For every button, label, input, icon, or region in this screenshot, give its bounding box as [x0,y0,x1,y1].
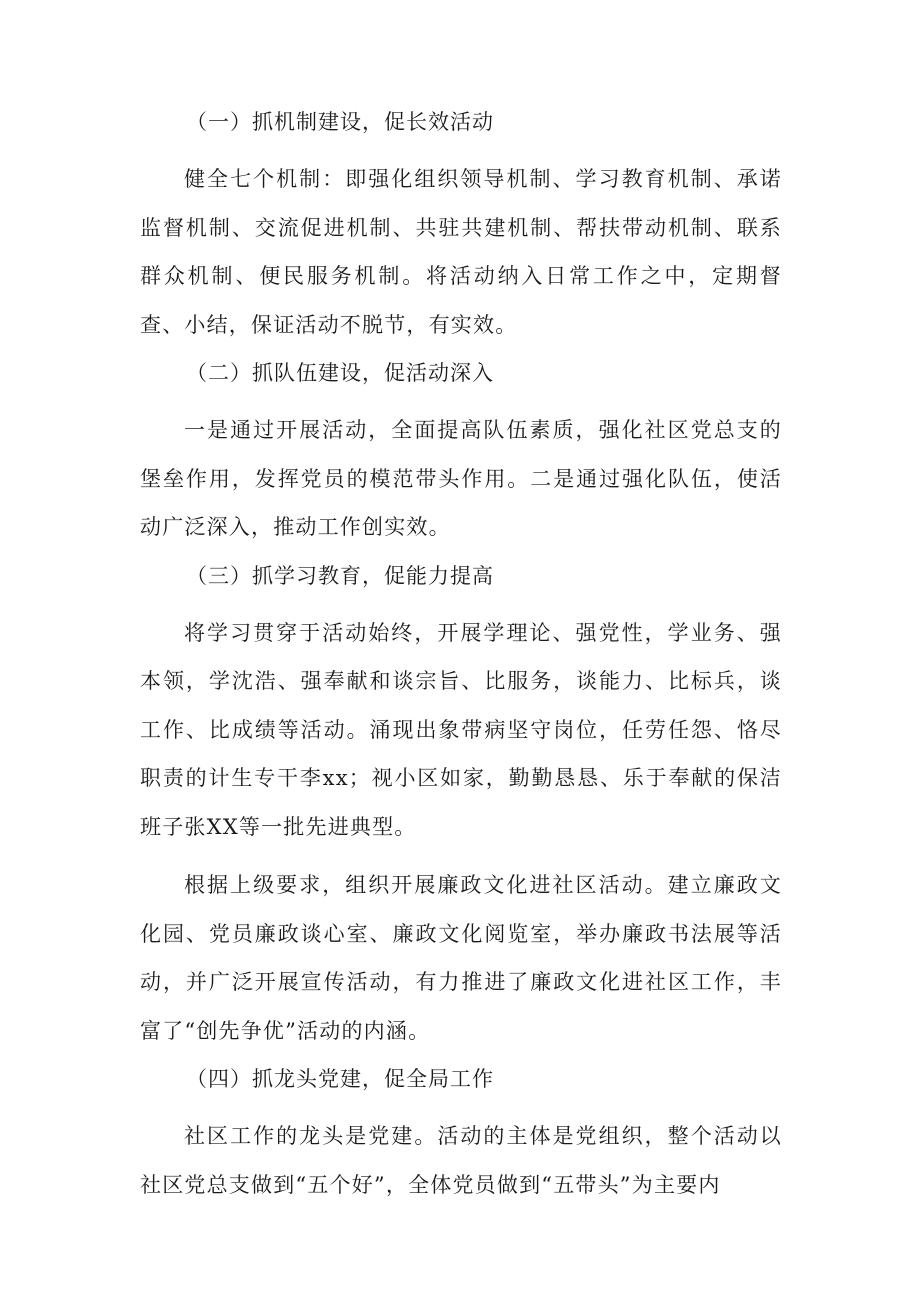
section-heading-4: （四）抓龙头党建，促全局工作 [186,1067,494,1091]
paragraph-study-education: 将学习贯穿于活动始终，开展学理论、强党性，学业务、强本领，学沈浩、强奉献和谈宗旨、比服务，谈能力、比标兵，谈工作、比成绩等活动。涌现出象带病坚守岗位，任劳任怨、恪尽职责的计生专干李xx；视小区如家，勤勤恳恳、乐于奉献的保洁班子张XX等一批先进典型。 [140,620,782,839]
paragraph-party-building: 社区工作的龙头是党建。活动的主体是党组织，整个活动以社区党总支做到“五个好”，全体党员做到“五带头”为主要内 [140,1124,782,1197]
section-heading-1: （一）抓机制建设，促长效活动 [186,110,494,134]
section-heading-3: （三）抓学习教育，促能力提高 [186,563,494,588]
paragraph-mechanisms: 健全七个机制：即强化组织领导机制、学习教育机制、承诺监督机制、交流促进机制、共驻共建机制、帮扶带动机制、联系群众机制、便民服务机制。将活动纳入日常工作之中，定期督查、小结，保证活动不脱节，有实效。 [140,167,782,337]
paragraph-team-building: 一是通过开展活动，全面提高队伍素质，强化社区党总支的堡垒作用，发挥党员的模范带头作用。二是通过强化队伍，使活动广泛深入，推动工作创实效。 [140,418,782,539]
section-heading-2: （二）抓队伍建设，促活动深入 [186,361,494,385]
paragraph-clean-government: 根据上级要求，组织开展廉政文化进社区活动。建立廉政文化园、党员廉政谈心室、廉政文化阅览室，举办廉政书法展等活动，并广泛开展宣传活动，有力推进了廉政文化进社区工作，丰富了“创先争优”活动的内涵。 [140,873,782,1043]
document-page [140,108,782,1219]
